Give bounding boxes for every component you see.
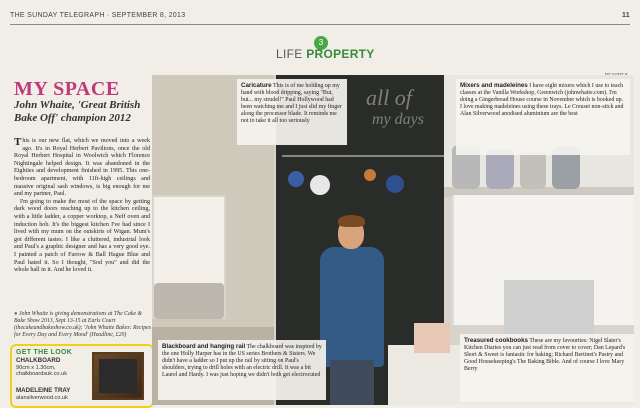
caption-caricature: Caricature This is of me holding up my hand with blood dripping, saying "But, but... my strudel!" Paul Hollywood had been watching me and I just slid my finger along the processor blade. It reminds me not to take it all too seriously bbox=[237, 79, 347, 145]
article-title: MY SPACE bbox=[14, 78, 120, 100]
caption-mixers: Mixers and madeleines I have eight mixers which I use to teach classes at the Vanilla Workshop, Greenwich (johnwhaite.com). I'm doing a Gingerbread House course in November which is booked up. I love making madeleines using these trays. Le Creuset non-stick and Alan Silverwood anodised aluminium are the best bbox=[456, 79, 630, 155]
photo-pan-copper bbox=[364, 169, 376, 181]
paper-date: THE SUNDAY TELEGRAPH · SEPTEMBER 8, 2013 bbox=[10, 12, 186, 19]
get-the-look-item-chalkboard: CHALKBOARD 90cm x 1.30cm, chalkboardsuk.co.uk bbox=[16, 357, 67, 378]
section-name: PROPERTY bbox=[306, 47, 375, 61]
article-subtitle: John Whaite, 'Great British Bake Off' champion 2012 bbox=[14, 99, 141, 124]
section-title bbox=[276, 47, 375, 61]
photo-mixer-3 bbox=[520, 151, 546, 189]
photo-hanging-rail bbox=[282, 155, 452, 157]
page-number: 11 bbox=[622, 12, 630, 19]
section-number-badge: 3 bbox=[314, 36, 328, 50]
chalkboard-product-image bbox=[92, 352, 144, 400]
chalk-writing-1: all of bbox=[366, 85, 412, 110]
photo-pan-blue bbox=[288, 171, 304, 187]
get-the-look-heading: GET THE LOOK bbox=[16, 349, 73, 356]
article-body bbox=[14, 138, 150, 275]
photo-madeleine-trays bbox=[504, 280, 594, 340]
section-prefix: LIFE bbox=[276, 47, 303, 61]
paragraph-1: This is our new flat, which we moved into a week ago. It's in Royal Herbert Pavilions, once the old Royal Herbert Hospital in Woolwich which Florence Nightingale helped design. It was abandoned in the Eighties and development finished in 1995. This one-bedroom apartment, with 11ft-high ceilings and massive original sash windows, is big enough for me and my partner, Paul. bbox=[14, 136, 150, 198]
caption-blackboard: Blackboard and hanging rail The chalkboard was inspired by the one Holly Harper has in the US series Brothers & Sisters. We didn't have a ladder so I put up the rail by sitting on Paul's shoulders, trying to drill holes with an electric drill. It was a bit Laurel and Hardy. I was just hoping we didn't both get electrocuted bbox=[158, 340, 326, 400]
newspaper-header bbox=[10, 10, 630, 24]
photo-pan-navy bbox=[386, 175, 404, 193]
photo-mixer-2 bbox=[486, 149, 514, 189]
get-the-look-item-madeleine-tray: MADELEINE TRAY alansilverwood.co.uk bbox=[16, 387, 71, 401]
photo-person-body bbox=[320, 247, 384, 367]
chalk-writing-2: my days bbox=[372, 111, 424, 128]
photo-sofa bbox=[154, 283, 224, 319]
caption-cookbooks: Treasured cookbooks These are my favourites: Nigel Slater's Kitchen Diaries you can just read from cover to cover; Dan Lepard's Short & Sweet is fantastic for baking; Richard Bertinet's Pastry and Good Housekeeping's The Baking Bible. And of course I love Mary Berry bbox=[460, 334, 634, 402]
bullet-icon: ● bbox=[14, 311, 18, 317]
photo-person-hair bbox=[338, 215, 365, 227]
author-note: ● John Whaite is giving demonstrations at The Cake & Bake Show 2013, Sept 13-15 at Earls Court (thecakeandbakeshow.co.uk); 'John Whaite Bakes: Recipes for Every Day and Every Mood' (Headline, £20) bbox=[14, 311, 151, 338]
header-rule bbox=[10, 24, 630, 25]
drop-cap: T bbox=[14, 136, 22, 148]
paragraph-2: I'm going to make the most of the space by getting dark wood doors reaching up to the kitchen ceiling, with a little ladder, a copper worktop, a Neff oven and induction hob. It's the biggest kitchen I've had since I lived with my mum on the outskirts of Wigan. Mum's got different tastes. I like a cluttered, industrial look and Paul's a graphic designer and has a very good eye. I painted a patch of Farrow & Ball Hague Blue and Paul hated it. So I thought, "Sod you" and did the whole hall in it. And he loved it. bbox=[14, 198, 150, 274]
photo-person-legs bbox=[330, 360, 374, 405]
photo-pan-white bbox=[310, 175, 330, 195]
photo-cookbooks bbox=[414, 323, 450, 353]
